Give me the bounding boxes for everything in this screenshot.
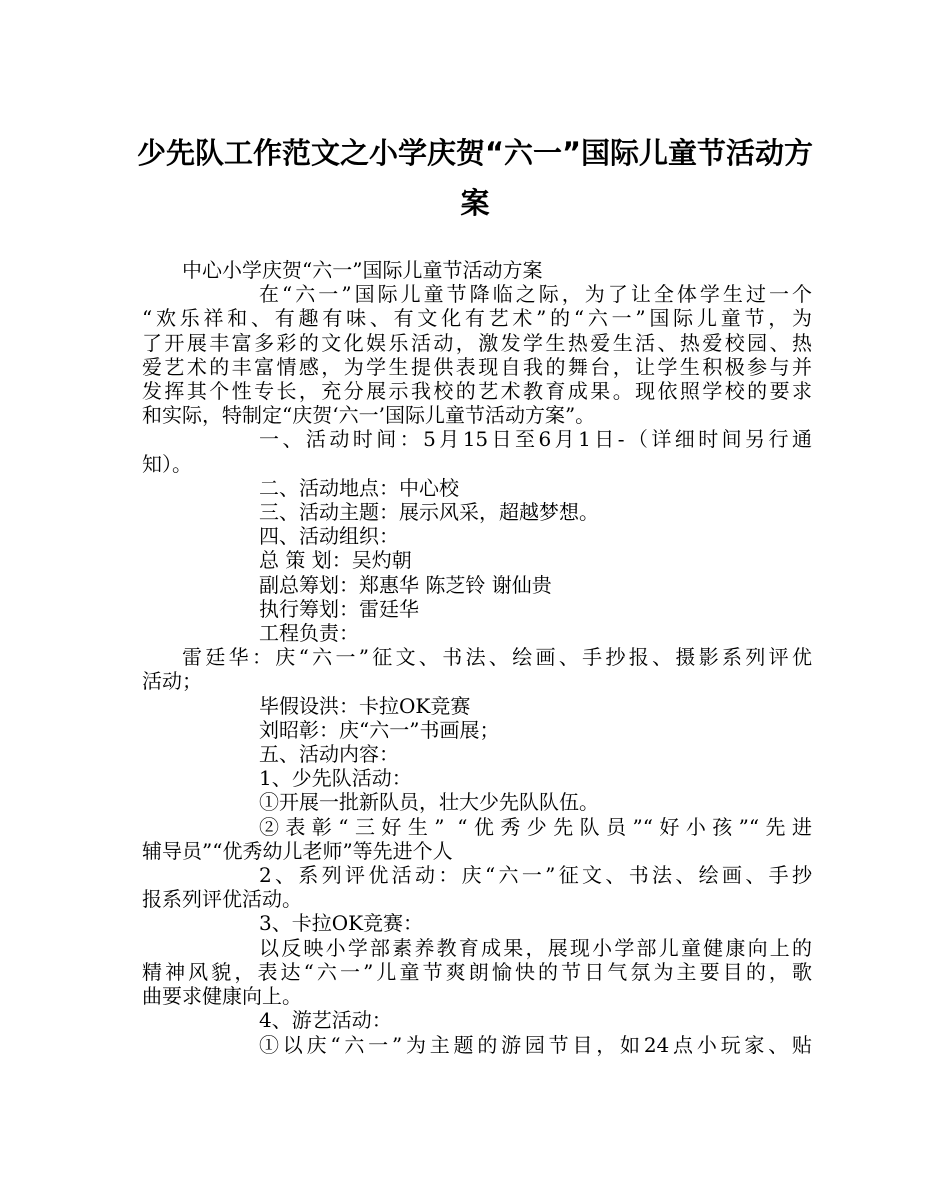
paragraph-line: 毕假设洪：卡拉OK竞赛: [259, 693, 471, 718]
document-title: [130, 128, 820, 228]
paragraph-line: ①以庆“六一”为主题的游园节目，如24点小玩家、贴: [259, 1032, 812, 1057]
paragraph-line: 总 策 划：吴灼朝: [259, 548, 412, 573]
paragraph-line: 1、少先队活动：: [259, 766, 412, 791]
paragraph-line: 工程负责：: [259, 621, 359, 646]
paragraph-line: 曲要求健康向上。: [142, 984, 302, 1009]
paragraph-line: 执行筹划：雷廷华: [259, 596, 419, 621]
paragraph-line: 活动；: [142, 669, 202, 694]
paragraph-line: 报系列评优活动。: [142, 887, 302, 912]
paragraph-line: ①开展一批新队员，壮大少先队队伍。: [259, 790, 599, 815]
paragraph-line: 中心小学庆贺“六一”国际儿童节活动方案: [182, 258, 543, 282]
paragraph-line: 2、系列评优活动：庆“六一”征文、书法、绘画、手抄: [259, 863, 812, 888]
paragraph-line: 爱艺术的丰富情感，为学生提供表现自我的舞台，让学生积极参与并: [142, 354, 812, 379]
paragraph-line: 辅导员”“优秀幼儿老师”等先进个人: [142, 838, 453, 863]
paragraph-line: 四、活动组织：: [259, 524, 399, 549]
paragraph-line: 刘昭彰：庆“六一”书画展；: [259, 717, 500, 742]
paragraph-line: 五、活动内容：: [259, 742, 399, 767]
paragraph-line: 精神风貌，表达“六一”儿童节爽朗愉快的节日气氛为主要目的，歌: [142, 959, 812, 984]
paragraph-line: 一、活动时间：5月15日至6月1日-（详细时间另行通: [259, 427, 812, 452]
paragraph-line: 4、游艺活动：: [259, 1008, 392, 1033]
paragraph-line: 知）。: [142, 451, 192, 476]
title-line-2: 案: [460, 186, 490, 220]
paragraph-line: 了开展丰富多彩的文化娱乐活动，激发学生热爱生活、热爱校园、热: [142, 330, 812, 355]
paragraph-line: 二、活动地点：中心校: [259, 475, 459, 500]
paragraph-line: 雷廷华：庆“六一”征文、书法、绘画、手抄报、摄影系列评优: [182, 645, 812, 670]
paragraph-line: 以反映小学部素养教育成果，展现小学部儿童健康向上的: [259, 935, 812, 960]
paragraph-line: 副总筹划：郑惠华 陈芝铃 谢仙贵: [259, 572, 552, 597]
document-body: [142, 258, 812, 1057]
paragraph-line: 三、活动主题：展示风采，超越梦想。: [259, 500, 599, 525]
title-line-1: 少先队工作范文之小学庆贺“六一”国际儿童节活动方: [136, 136, 814, 170]
paragraph-line: 在“六一”国际儿童节降临之际，为了让全体学生过一个: [259, 282, 812, 307]
paragraph-line: “欢乐祥和、有趣有味、有文化有艺术”的“六一”国际儿童节，为: [142, 306, 812, 331]
paragraph-line: 3、卡拉OK竞赛：: [259, 911, 424, 936]
paragraph-line: 发挥其个性专长，充分展示我校的艺术教育成果。现依照学校的要求: [142, 379, 812, 404]
paragraph-line: 和实际，特制定“庆贺‘六一’国际儿童节活动方案”。: [142, 403, 596, 428]
paragraph-line: ②表彰“三好生” “优秀少先队员”“好小孩”“先进: [259, 814, 812, 839]
